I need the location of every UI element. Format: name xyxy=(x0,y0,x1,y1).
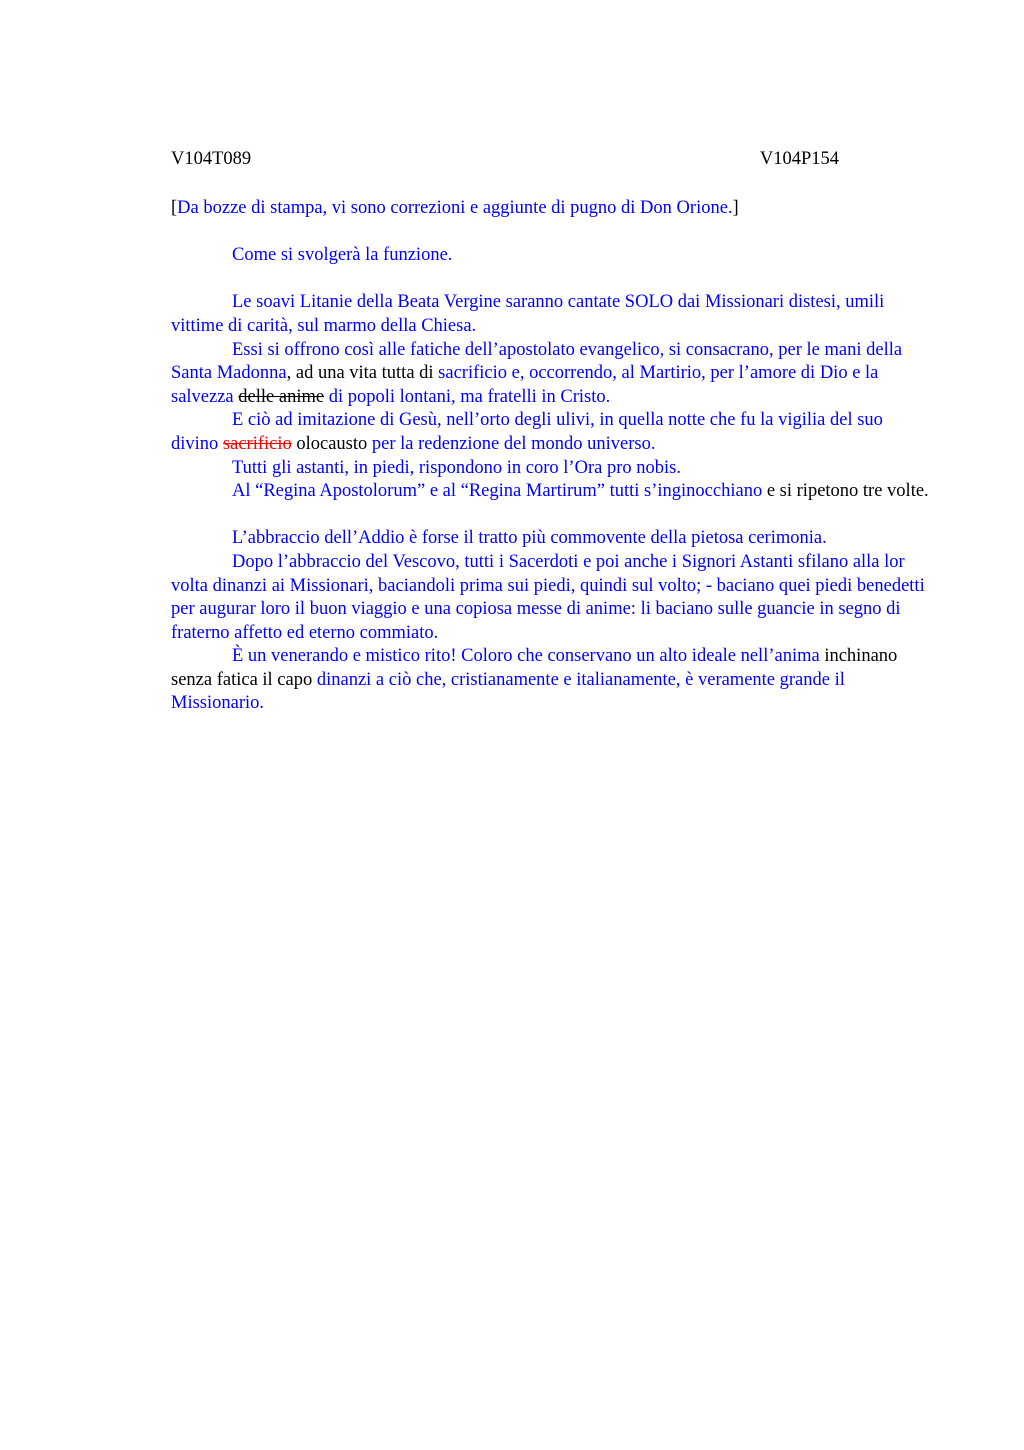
header-codes xyxy=(171,148,839,172)
p5-segment-b: e si ripetono tre volte. xyxy=(762,481,929,502)
paragraph-astanti: Tutti gli astanti, in piedi, rispondono in coro l’Ora pro nobis. xyxy=(232,457,681,478)
p3-segment-d: per la redenzione del mondo universo. xyxy=(367,433,656,454)
paragraph-litanie: Le soavi Litanie della Beata Vergine saranno cantate SOLO dai Missionari distesi, umili vittime di carità, sul marmo della Chiesa. xyxy=(171,292,885,336)
p8-segment-a: È un venerando e mistico rito! Coloro che conservano un alto ideale nell’anima xyxy=(232,646,820,667)
volume-text-code: V104T089 xyxy=(171,149,252,169)
p8-segment-c: dinanzi a ciò che, cristianamente e italianamente, è veramente grande il Missionario. xyxy=(171,669,845,714)
document-body xyxy=(171,197,931,716)
p8-segment-b: inchinano senza fatica il capo xyxy=(171,646,898,690)
p2-deleted-words: delle anime xyxy=(238,386,325,407)
paragraph-imitazione xyxy=(171,409,931,456)
p3-deleted-word: sacrificio xyxy=(222,433,292,454)
note-text: Da bozze di stampa, vi sono correzioni e aggiunte di pugno di Don Orione. xyxy=(177,198,733,218)
p2-segment-b: , ad una vita tutta di xyxy=(286,363,439,384)
paragraph-vescovo: Dopo l’abbraccio del Vescovo, tutti i Sacerdoti e poi anche i Signori Astanti sfilano alla lor volta dinanzi ai Missionari, baciandoli prima sui piedi, quindi sul volto; - baciano quei piedi benedetti per augurar loro il buon viaggio e una copiosa messe di anime: li baciano sulle guancie in segno di fraterno affetto ed eterno commiato. xyxy=(171,551,925,643)
paragraph-regina xyxy=(171,480,931,504)
paragraph-abbraccio: L’abbraccio dell’Addio è forse il tratto più commovente della pietosa cerimonia. xyxy=(232,528,827,549)
editorial-note xyxy=(171,197,931,221)
paragraph-rito xyxy=(171,645,931,716)
volume-page-code: V104P154 xyxy=(759,149,839,169)
note-open-bracket: [ xyxy=(171,198,178,218)
p5-segment-a: Al “Regina Apostolorum” e al “Regina Martirum” tutti s’inginocchiano xyxy=(232,481,763,502)
p2-segment-a: Essi si offrono così alle fatiche dell’apostolato evangelico, si consacrano, per le mani della Santa Madonna xyxy=(171,339,903,384)
section-title: Come si svolgerà la funzione. xyxy=(232,245,453,266)
p2-segment-e: di popoli lontani, ma fratelli in Cristo. xyxy=(324,386,611,407)
note-close-bracket: ] xyxy=(732,198,739,218)
p3-segment-a: E ciò ad imitazione di Gesù, nell’orto degli ulivi, in quella notte che fu la vigilia del suo divino xyxy=(171,410,883,454)
p2-segment-c: sacrificio e, occorrendo, al Martirio, per l’amore di Dio e la salvezza xyxy=(171,363,879,407)
paragraph-offerta xyxy=(171,339,931,410)
p3-segment-c: olocausto xyxy=(291,433,368,454)
